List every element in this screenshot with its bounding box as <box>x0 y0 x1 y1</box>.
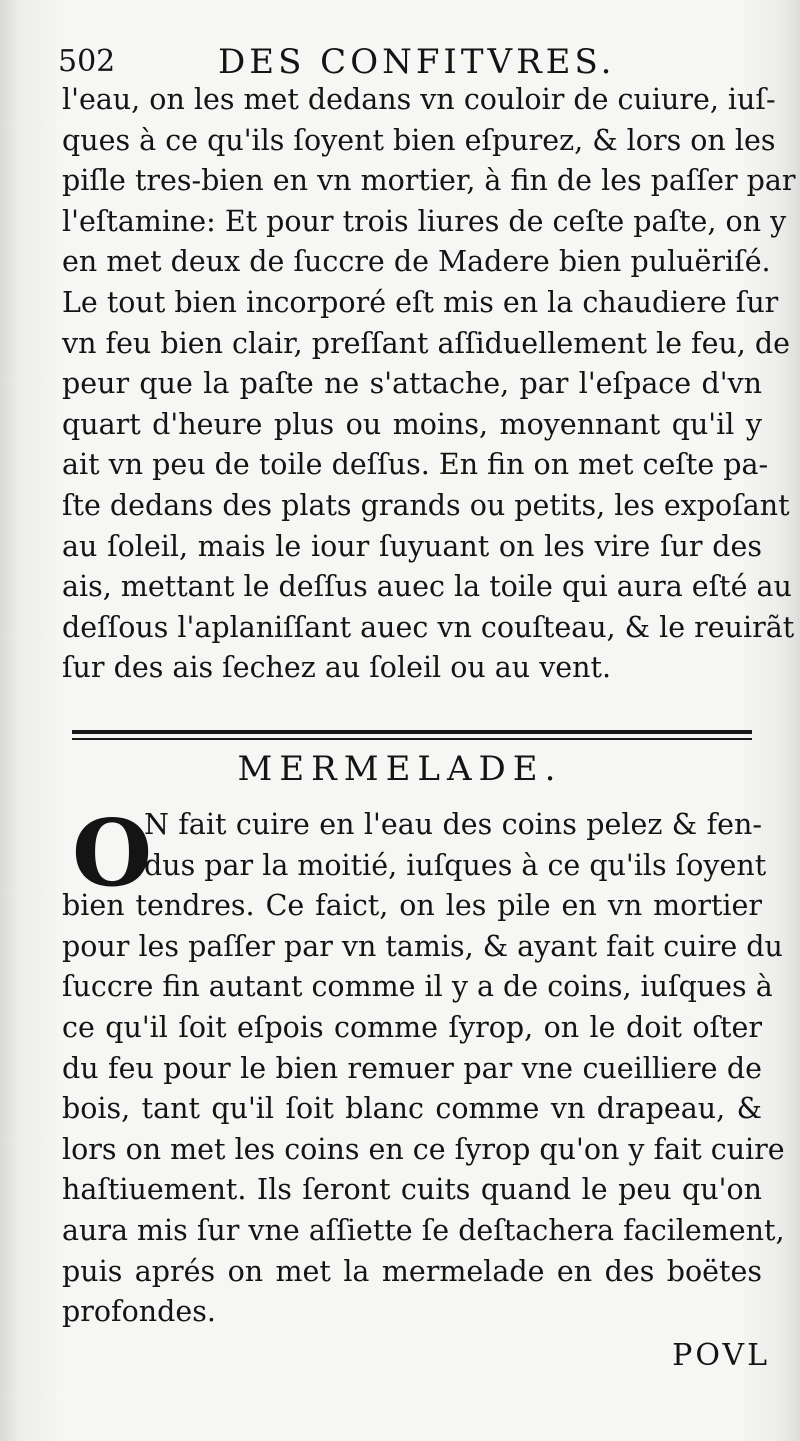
text-line: du feu pour le bien remuer par vne cueilliere de <box>62 1051 762 1085</box>
text-line: lors on met les coins en ce ſyrop qu'on y fait cuire <box>62 1132 785 1166</box>
text-line: piſle tres-bien en vn mortier, à fin de les paſſer par <box>62 164 796 198</box>
text-line: N fait cuire en l'eau des coins pelez & fen- <box>144 808 762 841</box>
text-line: ais, mettant le deſſus auec la toile qui aura eſté au <box>62 570 792 604</box>
text-line: ques à ce qu'ils ſoyent bien eſpurez, & lors on les <box>62 123 776 157</box>
text-line: ſuccre fin autant comme il y a de coins, iuſques à <box>62 970 773 1004</box>
text-line: vn feu bien clair, preſſant aſſiduellement le feu, de <box>62 326 791 360</box>
page-number: 502 <box>58 44 116 79</box>
section-rule <box>72 730 752 734</box>
text-line: ſte dedans des plats grands ou petits, les expoſant <box>62 488 790 522</box>
text-line: haſtiuement. Ils ſeront cuits quand le peu qu'on <box>62 1173 762 1207</box>
text-line: ſur des ais ſechez au ſoleil ou au vent. <box>62 651 612 685</box>
text-line: quart d'heure plus ou moins, moyennant qu'il y <box>62 407 762 441</box>
text-line: au ſoleil, mais le iour ſuyuant on les vire ſur des <box>62 529 762 563</box>
text-line: pour les paſſer par vn tamis, & ayant fait cuire du <box>62 929 783 963</box>
paragraph-mermelade <box>62 799 785 1333</box>
text-line: Le tout bien incorporé eſt mis en la chaudiere ſur <box>62 285 779 319</box>
text-line: deſſous l'aplaniſſant auec vn couſteau, & le reuirãt <box>62 610 795 644</box>
drop-cap: O <box>72 799 153 907</box>
text-line: profondes. <box>62 1295 216 1329</box>
text-line: aura mis ſur vne aſſiette ſe deſtachera facilement, <box>62 1213 785 1247</box>
text-line: dus par la moitié, iuſques à ce qu'ils ſoyent <box>144 848 767 882</box>
page-header <box>58 42 758 82</box>
text-line: bois, tant qu'il ſoit blanc comme vn drapeau, & <box>62 1092 762 1126</box>
text-line: l'eau, on les met dedans vn couloir de cuiure, iuſ- <box>62 83 776 116</box>
text-line: ce qu'il ſoit eſpois comme ſyrop, on le doit oſter <box>62 1010 762 1044</box>
text-line: puis aprés on met la mermelade en des boëtes <box>62 1254 762 1288</box>
text-line: peur que la paſte ne s'attache, par l'eſpace d'vn <box>62 367 762 401</box>
text-line: bien tendres. Ce faict, on les pile en vn mortier <box>62 889 762 923</box>
catchword: POVL <box>672 1338 770 1373</box>
paragraph-confitures <box>62 80 796 689</box>
text-line: en met deux de ſuccre de Madere bien puluëriſé. <box>62 245 771 279</box>
text-line: ait vn peu de toile deſſus. En fin on met ceſte pa- <box>62 448 769 482</box>
text-line: l'eſtamine: Et pour trois liures de ceſte paſte, on y <box>62 204 787 238</box>
section-rule-thin <box>72 738 752 740</box>
section-title: MERMELADE. <box>237 749 563 789</box>
running-head: DES CONFITVRES. <box>218 42 616 82</box>
